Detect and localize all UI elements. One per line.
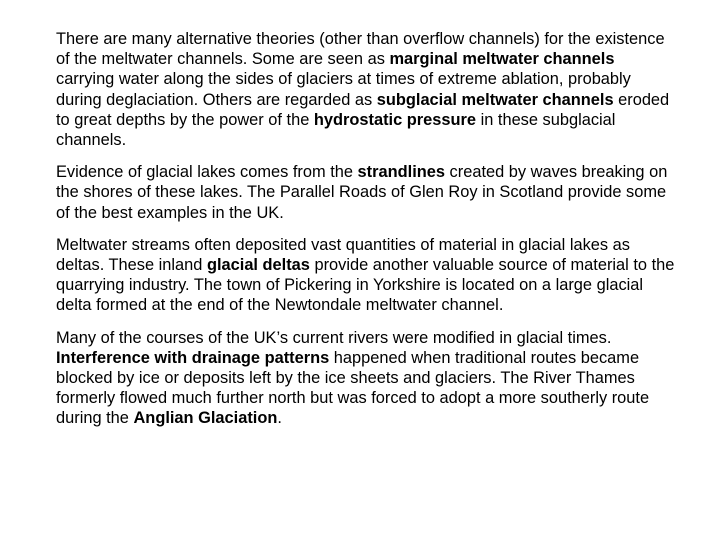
text-run: provide another valuable source of material to the quarrying industry. The town of Pickering in Yorkshire is located on a large glacial delta formed at the end of the Newtondale meltwater channel. (56, 256, 675, 315)
key-term-anglian-glaciation: Anglian Glaciation (133, 409, 278, 428)
paragraph-glacial-lakes (56, 162, 676, 223)
text-run: carrying water along the sides of glaciers at times of extreme ablation, probably during deglaciation. Others are regarded as (56, 70, 631, 109)
paragraph-meltwater-theories (56, 29, 676, 150)
text-run: Evidence of glacial lakes comes from the (56, 163, 358, 182)
key-term-interference-with-drainage-patterns: Interference with drainage patterns (56, 348, 330, 367)
slide-body (56, 29, 676, 441)
key-term-glacial-deltas: glacial deltas (206, 256, 310, 275)
key-term-marginal-meltwater-channels: marginal meltwater channels (389, 50, 615, 69)
paragraph-glacial-deltas (56, 235, 676, 316)
paragraph-drainage-patterns (56, 328, 676, 429)
key-term-subglacial-meltwater-channels: subglacial meltwater channels (376, 90, 614, 109)
text-run: . (277, 409, 282, 428)
text-run: Meltwater streams often deposited vast quantities of material in glacial lakes as deltas. These inland (56, 235, 630, 275)
text-run: Many of the courses of the UK’s current rivers were modified in glacial times. (56, 328, 612, 347)
text-run: created by waves breaking on the shores of these lakes. The Parallel Roads of Glen Roy in Scotland provide some of the best examples in the UK. (56, 163, 668, 222)
text-run: in these subglacial channels. (56, 110, 616, 150)
text-run: There are many alternative theories (other than overflow channels) for the existence of the meltwater channels. Some are seen as (56, 30, 665, 69)
key-term-strandlines: strandlines (357, 163, 445, 182)
key-term-hydrostatic-pressure: hydrostatic pressure (313, 110, 477, 129)
text-run: eroded to great depths by the power of the (56, 90, 670, 129)
text-run: happened when traditional routes became blocked by ice or deposits left by the ice sheets and glaciers. The River Thames formerly flowed much further north but was forced to adopt a more southerly route during the (56, 348, 650, 428)
